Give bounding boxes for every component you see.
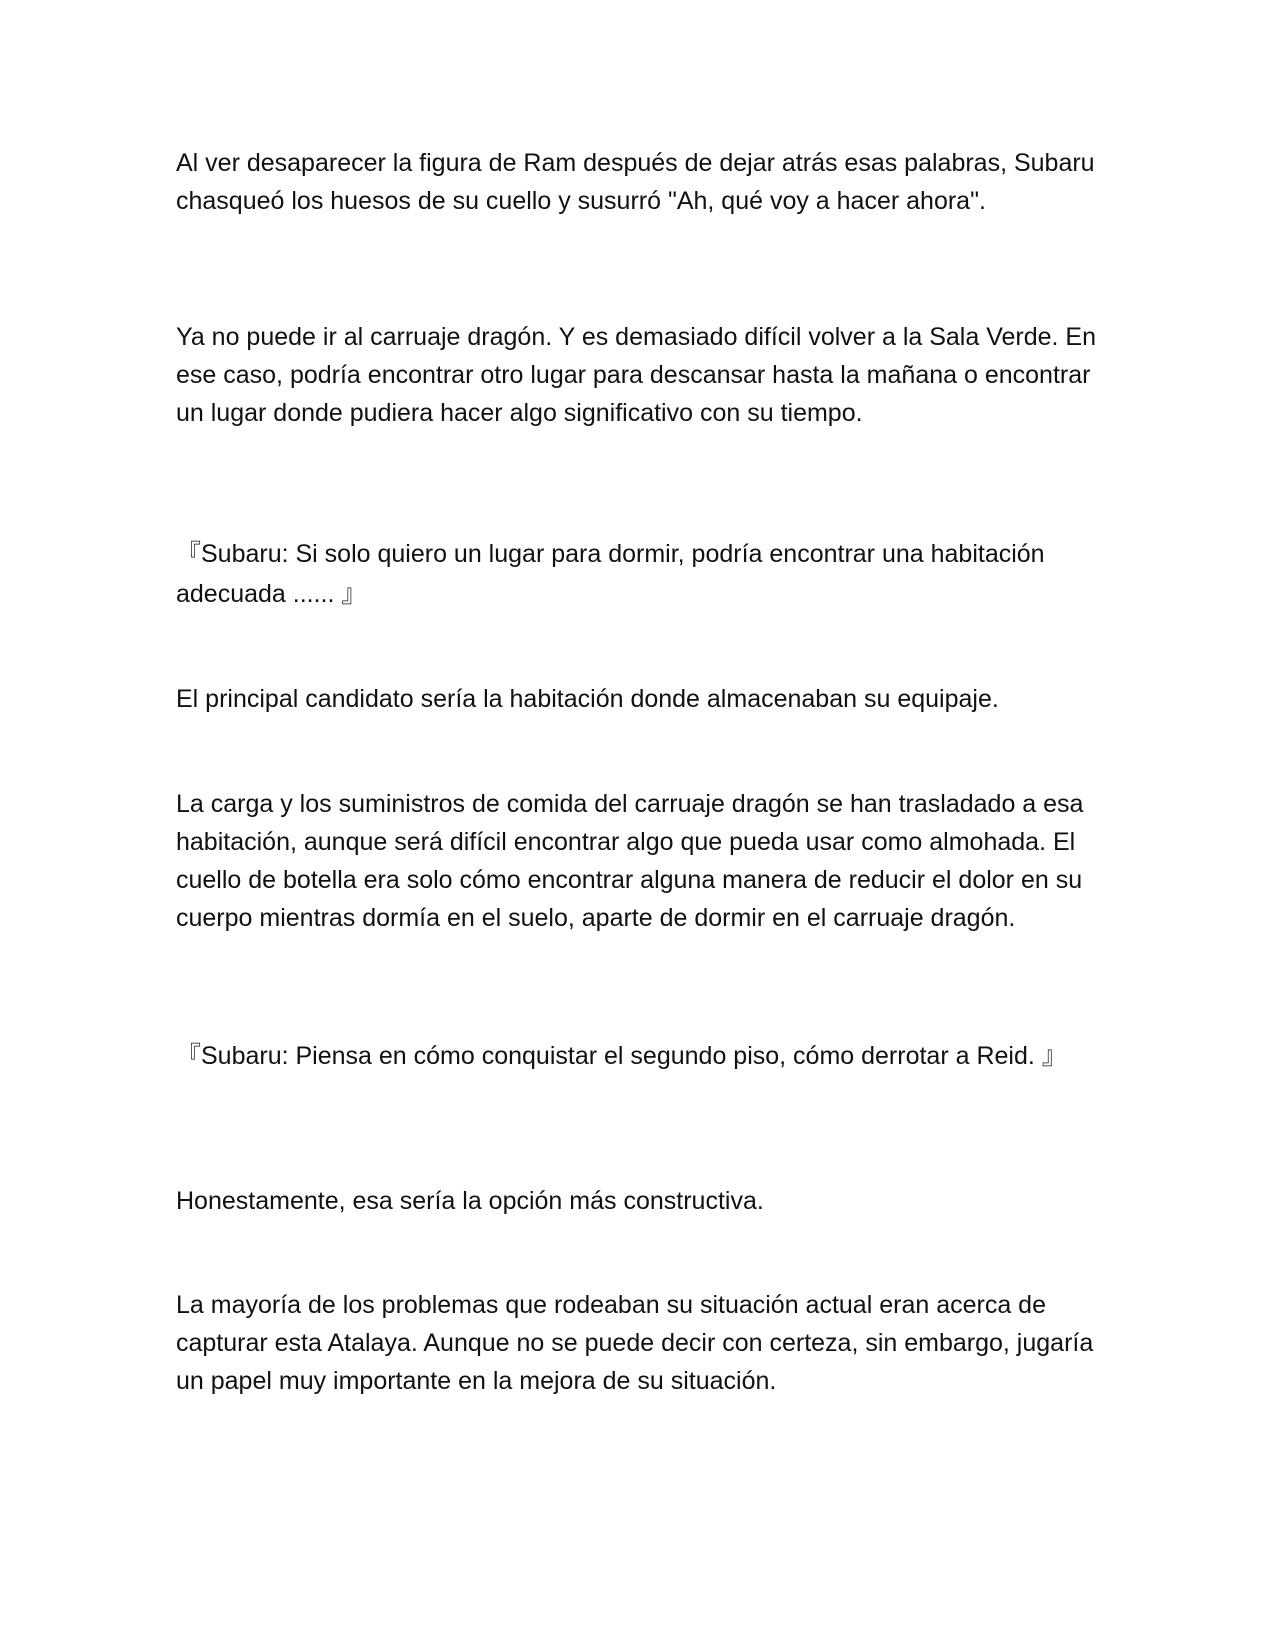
dialogue-second-floor: 『Subaru: Piensa en cómo conquistar el segundo piso, cómo derrotar a Reid. 』 (176, 1042, 1067, 1070)
paragraph-watchtower: La mayoría de los problemas que rodeaban su situación actual eran acerca de capturar esta Atalaya. Aunque no se puede decir con certeza, sin embargo, jugaría un papel muy importante en la mejora de su situación. (176, 1291, 1094, 1395)
paragraph-constructive-option: Honestamente, esa sería la opción más constructiva. (176, 1187, 764, 1215)
paragraph-ram-leaves: Al ver desaparecer la figura de Ram después de dejar atrás esas palabras, Subaru chasqueó los huesos de su cuello y susurró "Ah, qué voy a hacer ahora". (176, 149, 1095, 215)
paragraph-cargo-room: La carga y los suministros de comida del carruaje dragón se han trasladado a esa habitación, aunque será difícil encontrar algo que pueda usar como almohada. El cuello de botella era solo cómo encontrar alguna manera de reducir el dolor en su cuerpo mientras dormía en el suelo, aparte de dormir en el carruaje dragón. (176, 790, 1084, 932)
paragraph-where-to-go: Ya no puede ir al carruaje dragón. Y es demasiado difícil volver a la Sala Verde. En ese caso, podría encontrar otro lugar para descansar hasta la mañana o encontrar un lugar donde pudiera hacer algo significativo con su tiempo. (176, 323, 1097, 427)
paragraph-main-candidate: El principal candidato sería la habitación donde almacenaban su equipaje. (176, 685, 999, 713)
dialogue-place-to-sleep: 『Subaru: Si solo quiero un lugar para dormir, podría encontrar una habitación adecuada ...... 』 (176, 540, 1045, 608)
